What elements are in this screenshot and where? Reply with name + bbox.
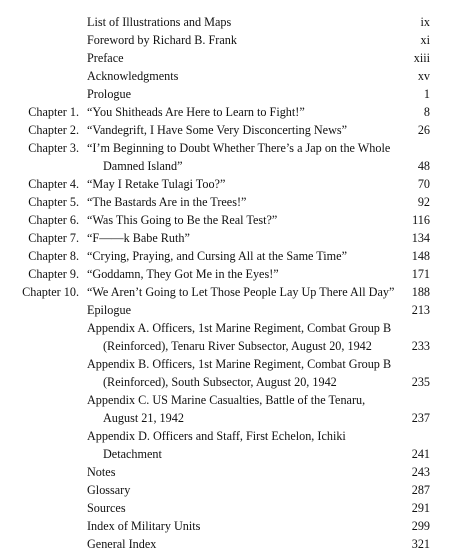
toc-entry-illustrations — [0, 14, 468, 31]
toc-entry-appendix-d — [0, 428, 468, 445]
entry-page: xiii — [413, 51, 430, 65]
chapter-label: Chapter 9. — [28, 267, 79, 281]
entry-page: 237 — [411, 411, 430, 425]
toc-chapter-2 — [0, 122, 468, 139]
entry-page: 1 — [423, 87, 430, 101]
toc-entry-prologue — [0, 86, 468, 103]
toc-entry-appendix-a-continued — [0, 338, 468, 355]
chapter-label: Chapter 6. — [28, 213, 79, 227]
chapter-label: Chapter 5. — [28, 195, 79, 209]
entry-title: Sources — [87, 501, 126, 515]
toc-chapter-7 — [0, 230, 468, 247]
entry-title: Appendix B. Officers, 1st Marine Regiment, Combat Group B — [87, 357, 392, 371]
toc-entry-appendix-b — [0, 356, 468, 373]
toc-entry-appendix-d-continued — [0, 446, 468, 463]
entry-title: Appendix A. Officers, 1st Marine Regiment, Combat Group B — [87, 321, 392, 335]
toc-chapter-9 — [0, 266, 468, 283]
chapter-title: “Crying, Praying, and Cursing All at the Same Time” — [87, 249, 347, 263]
entry-page: xv — [417, 69, 430, 83]
entry-page: 233 — [411, 339, 430, 353]
toc-chapter-4 — [0, 176, 468, 193]
chapter-page: 188 — [411, 285, 430, 299]
chapter-label: Chapter 3. — [28, 141, 79, 155]
toc-entry-glossary — [0, 482, 468, 499]
chapter-page: 48 — [417, 159, 430, 173]
chapter-title: “The Bastards Are in the Trees!” — [87, 195, 247, 209]
chapter-title: “Vandegrift, I Have Some Very Disconcerting News” — [87, 123, 348, 137]
entry-title: Appendix C. US Marine Casualties, Battle of the Tenaru, — [87, 393, 366, 407]
toc-entry-general-index — [0, 536, 468, 553]
entry-title: Appendix D. Officers and Staff, First Echelon, Ichiki — [87, 429, 346, 443]
entry-title: Index of Military Units — [87, 519, 201, 533]
chapter-label: Chapter 10. — [22, 285, 79, 299]
chapter-page: 92 — [417, 195, 430, 209]
entry-title: Glossary — [87, 483, 131, 497]
chapter-label: Chapter 1. — [28, 105, 79, 119]
chapter-page: 70 — [417, 177, 430, 191]
entry-title: General Index — [87, 537, 157, 551]
toc-entry-preface — [0, 50, 468, 67]
toc-chapter-5 — [0, 194, 468, 211]
entry-page: 321 — [411, 537, 430, 551]
toc-entry-notes — [0, 464, 468, 481]
toc-entry-epilogue — [0, 302, 468, 319]
chapter-title: “Goddamn, They Got Me in the Eyes!” — [87, 267, 279, 281]
entry-title: Preface — [87, 51, 124, 65]
chapter-page: 26 — [417, 123, 430, 137]
toc-entry-acknowledgments — [0, 68, 468, 85]
toc-chapter-3-continued — [0, 158, 468, 175]
toc-entry-appendix-a — [0, 320, 468, 337]
entry-title-continued: (Reinforced), Tenaru River Subsector, August 20, 1942 — [103, 339, 372, 353]
entry-page: 243 — [411, 465, 430, 479]
entry-title: List of Illustrations and Maps — [87, 15, 232, 29]
toc-chapter-6 — [0, 212, 468, 229]
toc-chapter-3 — [0, 140, 468, 157]
entry-page: 299 — [411, 519, 430, 533]
entry-page: 291 — [411, 501, 430, 515]
chapter-label: Chapter 4. — [28, 177, 79, 191]
chapter-page: 116 — [412, 213, 430, 227]
toc-chapter-8 — [0, 248, 468, 265]
entry-page: 287 — [411, 483, 430, 497]
chapter-page: 8 — [423, 105, 430, 119]
chapter-title: “I’m Beginning to Doubt Whether There’s a Jap on the Whole — [87, 141, 391, 155]
entry-page: 241 — [411, 447, 430, 461]
chapter-page: 171 — [411, 267, 430, 281]
toc-entry-foreword — [0, 32, 468, 49]
toc-chapter-10 — [0, 284, 468, 301]
chapter-label: Chapter 7. — [28, 231, 79, 245]
entry-page: xi — [420, 33, 430, 47]
chapter-title-continued: Damned Island” — [103, 159, 183, 173]
chapter-page: 148 — [411, 249, 430, 263]
entry-page: 213 — [411, 303, 430, 317]
entry-title-continued: Detachment — [103, 447, 162, 461]
toc-entry-index-military-units — [0, 518, 468, 535]
toc-entry-sources — [0, 500, 468, 517]
chapter-title: “Was This Going to Be the Real Test?” — [87, 213, 278, 227]
entry-title-continued: August 21, 1942 — [103, 411, 184, 425]
chapter-title: “We Aren’t Going to Let Those People Lay Up There All Day” — [87, 285, 395, 299]
toc-entry-appendix-c — [0, 392, 468, 409]
chapter-page: 134 — [411, 231, 430, 245]
chapter-label: Chapter 2. — [28, 123, 79, 137]
entry-title: Acknowledgments — [87, 69, 179, 83]
entry-page: 235 — [411, 375, 430, 389]
entry-page: ix — [420, 15, 430, 29]
toc-entry-appendix-b-continued — [0, 374, 468, 391]
entry-title: Notes — [87, 465, 116, 479]
entry-title-continued: (Reinforced), South Subsector, August 20, 1942 — [103, 375, 337, 389]
toc-chapter-1 — [0, 104, 468, 121]
chapter-title: “You Shitheads Are Here to Learn to Fight!” — [87, 105, 305, 119]
toc-entry-appendix-c-continued — [0, 410, 468, 427]
chapter-title: “F——k Babe Ruth” — [87, 231, 190, 245]
entry-title: Epilogue — [87, 303, 132, 317]
chapter-label: Chapter 8. — [28, 249, 79, 263]
chapter-title: “May I Retake Tulagi Too?” — [87, 177, 226, 191]
entry-title: Foreword by Richard B. Frank — [87, 33, 237, 47]
entry-title: Prologue — [87, 87, 132, 101]
